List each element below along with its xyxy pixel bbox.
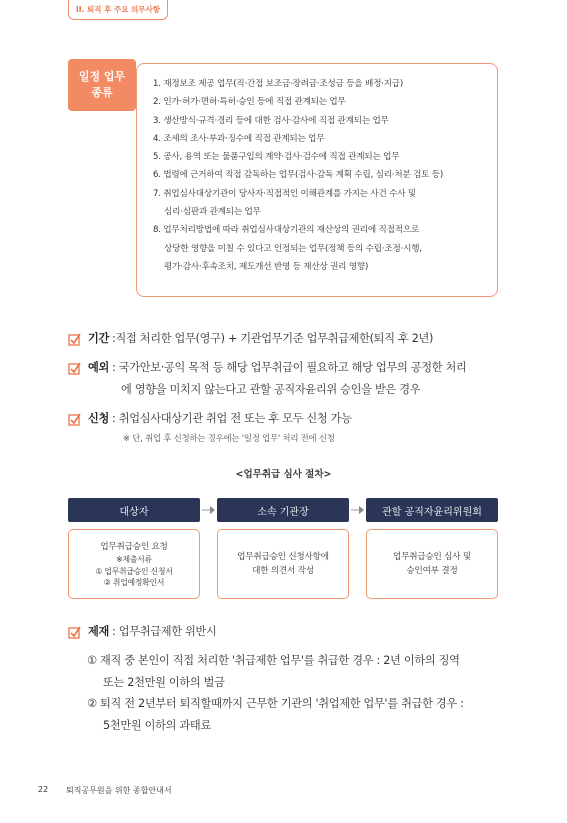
exception-text-line1: : 국가안보·공익 목적 등 해당 업무취급이 필요하고 해당 업무의 공정한 처리 bbox=[112, 361, 467, 374]
work-type-item: 3. 생산방식·규격·경리 등에 대한 검사·감사에 직접 관계되는 업무 bbox=[153, 115, 389, 126]
period-row bbox=[68, 328, 433, 350]
sanction-item2-line2: 5천만원 이하의 과태료 bbox=[103, 719, 211, 732]
application-label: 신청 bbox=[88, 412, 110, 425]
work-type-item: 4. 조세의 조사·부과·징수에 직접 관계되는 업무 bbox=[153, 133, 325, 144]
step-text: ※제출서류 bbox=[116, 555, 152, 564]
exception-label: 예외 bbox=[88, 361, 110, 374]
step-head-ethics-committee: 관할 공직자윤리위원회 bbox=[366, 498, 498, 522]
work-type-item: 5. 공사, 용역 또는 물품구입의 계약·검사·검수에 직접 관계되는 업무 bbox=[153, 152, 400, 163]
step-text: ① 업무취급승인 신청서 bbox=[95, 566, 173, 576]
work-type-item-continued: 심리·심판과 관계되는 업무 bbox=[164, 207, 261, 218]
work-type-item: 1. 재정보조 제공 업무(직·간접 보조금·장려금·조성금 등을 배정·지급) bbox=[153, 79, 404, 89]
section-tab bbox=[68, 0, 168, 20]
period-label: 기간 bbox=[88, 332, 110, 345]
work-types-box bbox=[136, 63, 498, 297]
sanction-item1-line2: 또는 2천만원 이하의 벌금 bbox=[103, 676, 225, 689]
page-number: 22 bbox=[38, 785, 49, 794]
work-type-item: 7. 취업심사대상기관이 당사자·직접적인 이해관계를 가지는 사건 수사 및 bbox=[153, 188, 416, 199]
work-types-label-line2: 종류 bbox=[91, 86, 113, 99]
arrow-right-icon bbox=[202, 505, 216, 515]
sanction-label: 제재 bbox=[88, 625, 110, 638]
work-type-item-continued: 상당한 영향을 미칠 수 있다고 인정되는 업무(정책 등의 수립·조정·시행, bbox=[164, 243, 422, 254]
section-label: II. 퇴직 후 주요 의무사항 bbox=[75, 5, 161, 14]
sanction-item2-line1: ② 퇴직 전 2년부터 퇴직할때까지 근무한 기관의 '취업제한 업무'를 취급한 경우 : bbox=[87, 697, 464, 710]
step-text: 대한 의견서 작성 bbox=[252, 566, 314, 576]
step-box-agency-head bbox=[217, 529, 349, 599]
step-text: 업무취급승인 심사 및 bbox=[393, 551, 471, 562]
work-types-label bbox=[68, 59, 136, 111]
arrow-right-icon bbox=[351, 505, 365, 515]
sanction-text: : 업무취급제한 위반시 bbox=[112, 625, 217, 638]
work-type-item: 2. 인가·허가·면허·특허·승인 등에 직접 관계되는 업무 bbox=[153, 97, 346, 108]
period-text: :직접 처리한 업무(영구) + 기관업무기준 업무취급제한(퇴직 후 2년) bbox=[112, 332, 434, 345]
checkbox-icon bbox=[68, 413, 81, 426]
application-note: ※ 단, 취업 후 신청하는 경우에는 '일정 업무' 처리 전에 신청 bbox=[123, 433, 335, 443]
work-type-item: 6. 법령에 근거하여 직접 감독하는 업무(검사·감독 계획 수립, 심리·처분 검토 등) bbox=[153, 170, 444, 181]
step-text: ② 취업예정확인서 bbox=[103, 578, 165, 587]
work-type-item-continued: 평가·감사·후속조치, 제도개선 반영 등 재산상 권리 영향) bbox=[164, 261, 369, 272]
footer-doc-title: 퇴직공무원을 위한 종합안내서 bbox=[66, 786, 172, 795]
step-head-agency-head: 소속 기관장 bbox=[217, 498, 349, 522]
step-box-applicant bbox=[68, 529, 200, 599]
checkbox-icon bbox=[68, 362, 81, 375]
work-type-item: 8. 업무처리방법에 따라 취업심사대상기관의 재산상의 권리에 직접적으로 bbox=[153, 225, 420, 236]
work-types-label-line1: 일정 업무 bbox=[78, 70, 126, 83]
step-text: 업무취급승인 신청사항에 bbox=[237, 551, 329, 562]
sanction-item1-line1: ① 재직 중 본인이 직접 처리한 '취급제한 업무'를 취급한 경우 : 2년 이하의 징역 bbox=[87, 654, 460, 667]
application-row bbox=[68, 408, 352, 430]
sanction-row bbox=[68, 621, 217, 643]
step-text: 업무취급승인 요청 bbox=[100, 541, 168, 552]
step-box-ethics-committee bbox=[366, 529, 498, 599]
exception-text-line2: 에 영향을 미치지 않는다고 관할 공직자윤리위 승인을 받은 경우 bbox=[121, 383, 421, 396]
checkbox-icon bbox=[68, 333, 81, 346]
application-text: : 취업심사대상기관 취업 전 또는 후 모두 신청 가능 bbox=[112, 412, 352, 425]
step-head-applicant: 대상자 bbox=[68, 498, 200, 522]
procedure-title: <업무취급 심사 절차> bbox=[235, 469, 332, 480]
exception-row bbox=[68, 357, 467, 379]
checkbox-icon bbox=[68, 626, 81, 639]
step-text: 승인여부 결정 bbox=[406, 566, 458, 576]
